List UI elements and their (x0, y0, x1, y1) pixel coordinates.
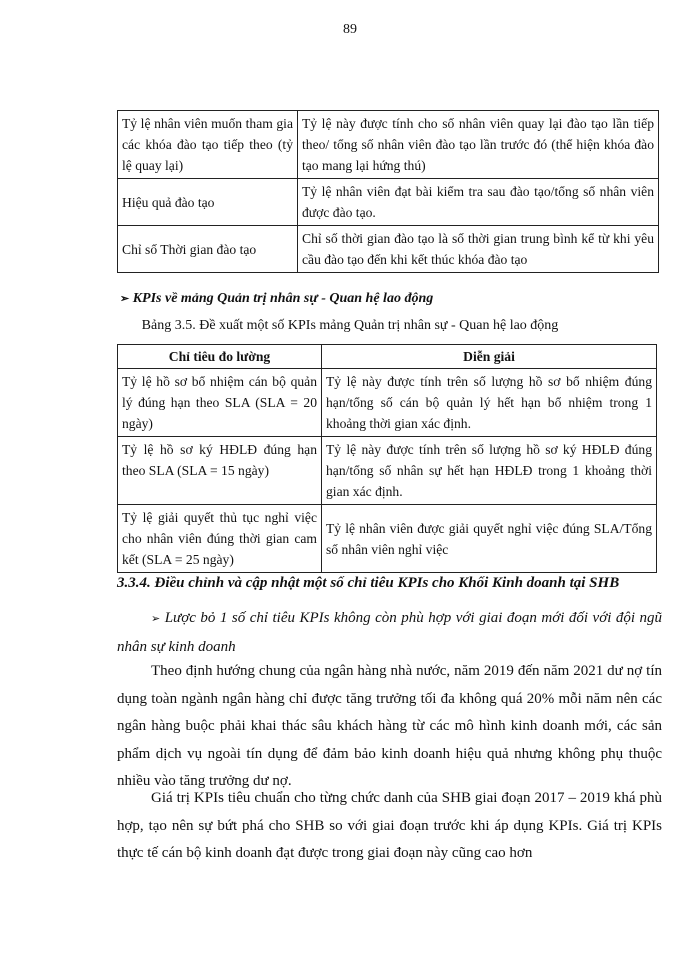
sub-bullet-text: Lược bỏ 1 số chỉ tiêu KPIs không còn phù hợp với giai đoạn mới đối với đội ngũ nhân sự kinh doanh (117, 610, 663, 655)
table-row (118, 226, 659, 273)
table-row (118, 437, 657, 505)
metric-cell: Tỷ lệ hồ sơ ký HĐLĐ đúng hạn theo SLA (SLA = 15 ngày) (118, 437, 322, 505)
table-caption: Bảng 3.5. Đề xuất một số KPIs mảng Quản trị nhân sự - Quan hệ lao động (141, 318, 559, 333)
metric-cell: Tỷ lệ nhân viên muốn tham gia các khóa đào tạo tiếp theo (tỷ lệ quay lại) (118, 111, 298, 179)
column-header-description: Diễn giải (322, 345, 657, 369)
body-paragraph: Giá trị KPIs tiêu chuẩn cho từng chức danh của SHB giai đoạn 2017 – 2019 khá phù hợp, tạo nên sự bứt phá cho SHB so với giai đoạn trước khi áp dụng KPIs. Giá trị KPIs thực tế cán bộ kinh doanh đạt được trong giai đoạn này cũng cao hơn (117, 790, 662, 861)
hr-kpi-heading (120, 291, 433, 307)
hr-kpi-heading-text: KPIs về mảng Quản trị nhân sự - Quan hệ lao động (132, 291, 434, 306)
table-row (118, 111, 659, 179)
arrow-bullet-icon: ➢ (120, 293, 130, 305)
table-row (118, 505, 657, 573)
table-header-row (118, 345, 657, 369)
section-heading: 3.3.4. Điều chỉnh và cập nhật một số chỉ tiêu KPIs cho Khối Kinh doanh tại SHB (117, 575, 620, 591)
table-row (118, 369, 657, 437)
arrow-bullet-icon: ➢ (151, 613, 161, 625)
description-cell: Tỷ lệ này được tính trên số lượng hồ sơ ký HĐLĐ đúng hạn/tổng số nhân sự hết hạn HĐLĐ trong 1 khoảng thời gian xác định. (322, 437, 657, 505)
metric-cell: Tỷ lệ giải quyết thủ tục nghỉ việc cho nhân viên đúng thời gian cam kết (SLA = 25 ngày) (118, 505, 322, 573)
metric-cell: Chỉ số Thời gian đào tạo (118, 226, 298, 273)
metric-cell: Tỷ lệ hồ sơ bổ nhiệm cán bộ quản lý đúng hạn theo SLA (SLA = 20 ngày) (118, 369, 322, 437)
metric-cell: Hiệu quả đào tạo (118, 179, 298, 226)
sub-bullet (117, 604, 662, 661)
page-number: 89 (343, 22, 357, 37)
table-row (118, 179, 659, 226)
description-cell: Tỷ lệ nhân viên được giải quyết nghỉ việc đúng SLA/Tổng số nhân viên nghỉ việc (322, 505, 657, 573)
description-cell: Chỉ số thời gian đào tạo là số thời gian trung bình kể từ khi yêu cầu đào tạo đến khi kết thúc khóa đào tạo (298, 226, 659, 273)
description-cell: Tỷ lệ này được tính trên số lượng hồ sơ bổ nhiệm đúng hạn/tổng số cán bộ quản lý hết hạn bổ nhiệm trong 1 khoảng thời gian xác định. (322, 369, 657, 437)
body-paragraph: Theo định hướng chung của ngân hàng nhà nước, năm 2019 đến năm 2021 dư nợ tín dụng toàn ngành ngân hàng chỉ được tăng trưởng tối đa không quá 20% mỗi năm nên các ngân hàng buộc phải khai thác sâu khách hàng từ các mô hình kinh doanh mới, các sản phẩm dịch vụ ngoài tín dụng để đảm bảo kinh doanh hiệu quả nhưng không phụ thuộc nhiều vào tăng trưởng dư nợ. (117, 663, 662, 789)
column-header-metric: Chỉ tiêu đo lường (118, 345, 322, 369)
description-cell: Tỷ lệ này được tính cho số nhân viên quay lại đào tạo lần tiếp theo/ tổng số nhân viên đào tạo lần trước đó (thể hiện khóa đào tạo mang lại hứng thú) (298, 111, 659, 179)
training-kpi-table (117, 110, 659, 273)
hr-kpi-table (117, 344, 657, 573)
description-cell: Tỷ lệ nhân viên đạt bài kiểm tra sau đào tạo/tổng số nhân viên được đào tạo. (298, 179, 659, 226)
